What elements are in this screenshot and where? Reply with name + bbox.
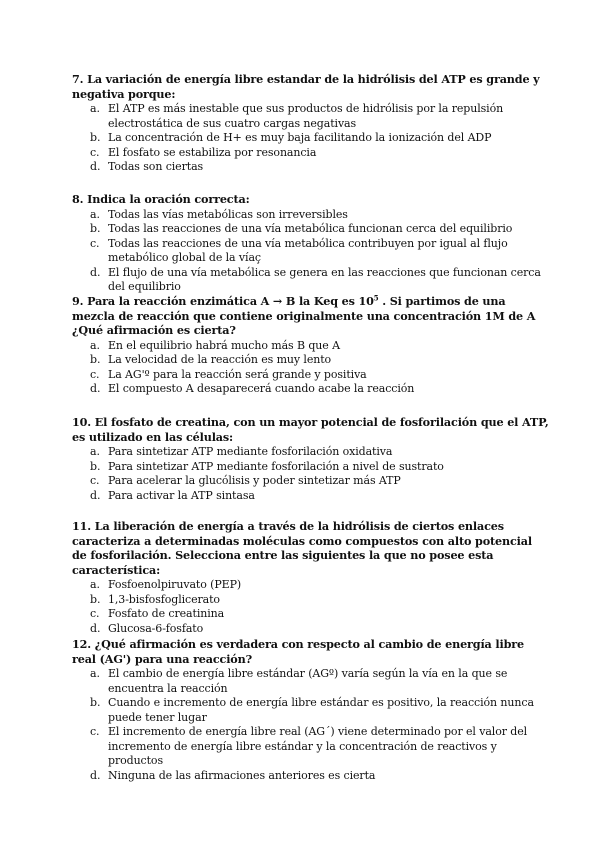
option-letter: a. — [90, 102, 100, 115]
question-8-options — [72, 208, 550, 295]
option-text: 1,3-bisfosfoglicerato — [108, 592, 220, 606]
option-7d — [72, 160, 550, 175]
question-11-stem: 11. La liberación de energía a través de la hidrólisis de ciertos enlaces caracteriza a determinadas moléculas como compuestos con alto potencial de fosforilación. Selecciona entre las siguientes la que no posee esta característica: — [72, 519, 532, 577]
question-12 — [72, 637, 550, 783]
option-text: El flujo de una vía metabólica se genera en las reacciones que funcionan cerca del equilibrio — [108, 265, 541, 293]
option-12a — [72, 667, 550, 696]
option-8d — [72, 266, 550, 295]
option-letter: c. — [90, 725, 100, 738]
option-letter: a. — [90, 445, 100, 458]
option-letter: c. — [90, 367, 100, 381]
option-text: Fosfoenolpiruvato (PEP) — [108, 578, 242, 591]
option-text: Todas son ciertas — [108, 160, 204, 173]
option-letter: c. — [90, 607, 100, 620]
option-11b — [72, 593, 550, 608]
option-letter: d. — [90, 160, 101, 173]
option-9c — [72, 368, 550, 383]
option-9b — [72, 353, 550, 368]
question-11 — [72, 519, 550, 636]
option-8b — [72, 222, 550, 237]
option-letter: b. — [90, 592, 101, 606]
option-text: Para sintetizar ATP mediante fosforilación a nivel de sustrato — [108, 459, 444, 473]
option-7a — [72, 102, 550, 131]
question-7-stem: 7. La variación de energía libre estandar de la hidrólisis del ATP es grande y negativa porque: — [72, 72, 540, 101]
question-11-options — [72, 578, 550, 636]
option-letter: b. — [90, 353, 101, 366]
option-letter: c. — [90, 236, 100, 250]
option-9d — [72, 382, 550, 397]
question-10-options — [72, 445, 550, 503]
option-text: La AG'º para la reacción será grande y positiva — [108, 367, 367, 381]
option-letter: d. — [90, 768, 101, 782]
option-11a — [72, 578, 550, 593]
option-text: Para sintetizar ATP mediante fosforilación oxidativa — [108, 445, 393, 458]
option-text: El compuesto A desaparecerá cuando acabe la reacción — [108, 382, 415, 395]
question-9-stem-start: 9. Para la reacción enzimática A → B la Keq es 10 — [72, 294, 374, 308]
question-9-stem — [72, 294, 550, 338]
option-7c — [72, 146, 550, 161]
option-text: El incremento de energía libre real (AG´) viene determinado por el valor del incremento de energía libre estándar y la concentración de reactivos y productos — [108, 725, 528, 767]
question-12-stem: 12. ¿Qué afirmación es verdadera con respecto al cambio de energía libre real (AG') para una reacción? — [72, 637, 524, 666]
option-text: Todas las reacciones de una vía metabólica funcionan cerca del equilibrio — [108, 222, 513, 235]
question-9-options — [72, 339, 550, 397]
option-text: El cambio de energía libre estándar (AGº) varía según la vía en la que se encuentra la reacción — [108, 667, 508, 695]
option-10d — [72, 489, 550, 504]
exponent: 5 — [373, 293, 379, 303]
option-letter: d. — [90, 265, 101, 279]
option-letter: b. — [90, 131, 101, 144]
question-8 — [72, 192, 550, 295]
option-text: Glucosa-6-fosfato — [108, 621, 204, 635]
option-12b — [72, 696, 550, 725]
question-8-stem: 8. Indica la oración correcta: — [72, 192, 250, 206]
option-letter: d. — [90, 488, 101, 502]
option-text: Todas las vías metabólicas son irreversibles — [108, 207, 348, 221]
option-text: Para activar la ATP sintasa — [108, 488, 255, 502]
option-letter: a. — [90, 667, 100, 680]
option-12c — [72, 725, 550, 769]
option-12d — [72, 769, 550, 784]
option-text: La concentración de H+ es muy baja facilitando la ionización del ADP — [108, 131, 492, 144]
option-text: El fosfato se estabiliza por resonancia — [108, 145, 317, 159]
question-7 — [72, 72, 550, 175]
option-letter: a. — [90, 578, 100, 591]
option-letter: c. — [90, 474, 100, 487]
option-letter: b. — [90, 459, 101, 473]
option-10c — [72, 474, 550, 489]
option-letter: d. — [90, 382, 101, 395]
question-12-options — [72, 667, 550, 783]
option-10a — [72, 445, 550, 460]
option-text: La velocidad de la reacción es muy lento — [108, 353, 332, 366]
option-9a — [72, 339, 550, 354]
question-9-stem-end: . Si partimos de una mezcla de reacción que contiene originalmente una concentración 1M de A ¿Qué afirmación es cierta? — [72, 294, 536, 337]
option-text: Fosfato de creatinina — [108, 607, 225, 620]
option-text: Cuando e incremento de energía libre estándar es positivo, la reacción nunca puede tener lugar — [108, 696, 534, 724]
question-10 — [72, 415, 550, 503]
option-letter: d. — [90, 621, 101, 635]
option-text: Para acelerar la glucólisis y poder sintetizar más ATP — [108, 474, 401, 487]
option-11d — [72, 622, 550, 637]
option-letter: a. — [90, 338, 100, 352]
question-10-stem: 10. El fosfato de creatina, con un mayor potencial de fosforilación que el ATP, es utilizado en las células: — [72, 415, 549, 444]
option-text: Todas las reacciones de una vía metabólica contribuyen por igual al flujo metabólico global de la víaç — [108, 236, 508, 264]
option-letter: a. — [90, 207, 100, 221]
option-7b — [72, 131, 550, 146]
option-11c — [72, 607, 550, 622]
option-letter: c. — [90, 145, 100, 159]
option-8c — [72, 237, 550, 266]
option-text: El ATP es más inestable que sus productos de hidrólisis por la repulsión electrostática de sus cuatro cargas negativas — [108, 102, 504, 130]
option-text: Ninguna de las afirmaciones anteriores es cierta — [108, 768, 376, 782]
option-letter: b. — [90, 222, 101, 235]
option-text: En el equilibrio habrá mucho más B que A — [108, 338, 340, 352]
question-9 — [72, 294, 550, 397]
option-10b — [72, 460, 550, 475]
question-7-options — [72, 102, 550, 175]
option-letter: b. — [90, 696, 101, 709]
option-8a — [72, 208, 550, 223]
